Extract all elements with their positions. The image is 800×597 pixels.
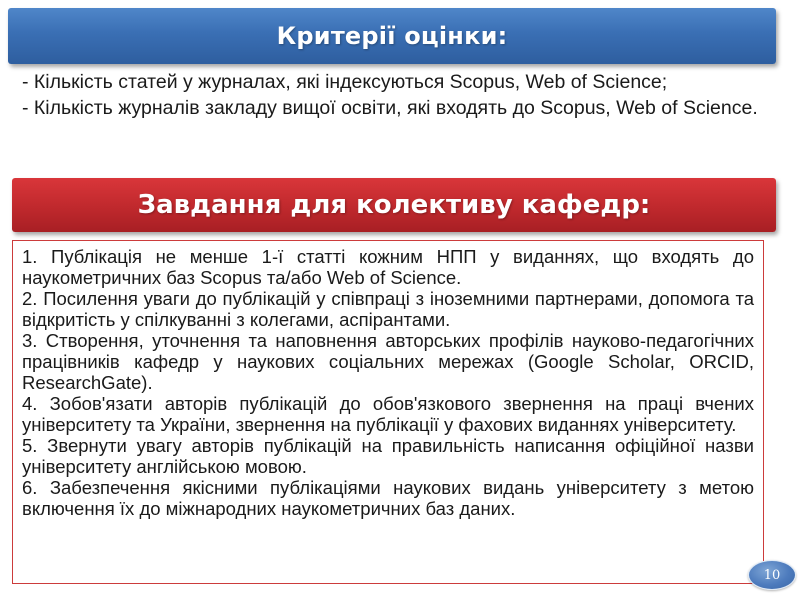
task-item: 4. Зобов'язати авторів публікацій до обов'язкового звернення на праці вчених університету та України, звернення на публікації у фахових виданнях університету. xyxy=(22,393,754,435)
task-item: 2. Посилення уваги до публікацій у співпраці з іноземними партнерами, допомога та відкритість у спілкуванні з колегами, аспірантами. xyxy=(22,288,754,330)
tasks-title: Завдання для колективу кафедр: xyxy=(137,190,651,220)
tasks-title-banner xyxy=(12,178,776,232)
task-item: 5. Звернути увагу авторів публікацій на правильність написання офіційної назви університету англійською мовою. xyxy=(22,435,754,477)
task-item: 6. Забезпечення якісними публікаціями наукових видань університету з метою включення їх до міжнародних наукометричних баз даних. xyxy=(22,477,754,519)
tasks-list xyxy=(12,240,764,584)
task-item: 3. Створення, уточнення та наповнення авторських профілів науково-педагогічних працівників кафедр у наукових соціальних мережах (Google Scholar, ORCID, ResearchGate). xyxy=(22,330,754,393)
page-number: 10 xyxy=(763,567,781,583)
criteria-item: - Кількість статей у журналах, які індексуються Scopus, Web of Science; xyxy=(22,71,668,93)
page-number-badge xyxy=(748,560,796,590)
criteria-list xyxy=(22,69,764,121)
criteria-title-banner xyxy=(8,8,776,64)
task-item: 1. Публікація не менше 1-ї статті кожним НПП у виданнях, що входять до наукометричних баз Scopus та/або Web of Science. xyxy=(22,246,754,288)
criteria-title: Критерії оцінки: xyxy=(276,22,508,50)
criteria-item: - Кількість журналів закладу вищої освіти, які входять до Scopus, Web of Science. xyxy=(22,97,758,119)
